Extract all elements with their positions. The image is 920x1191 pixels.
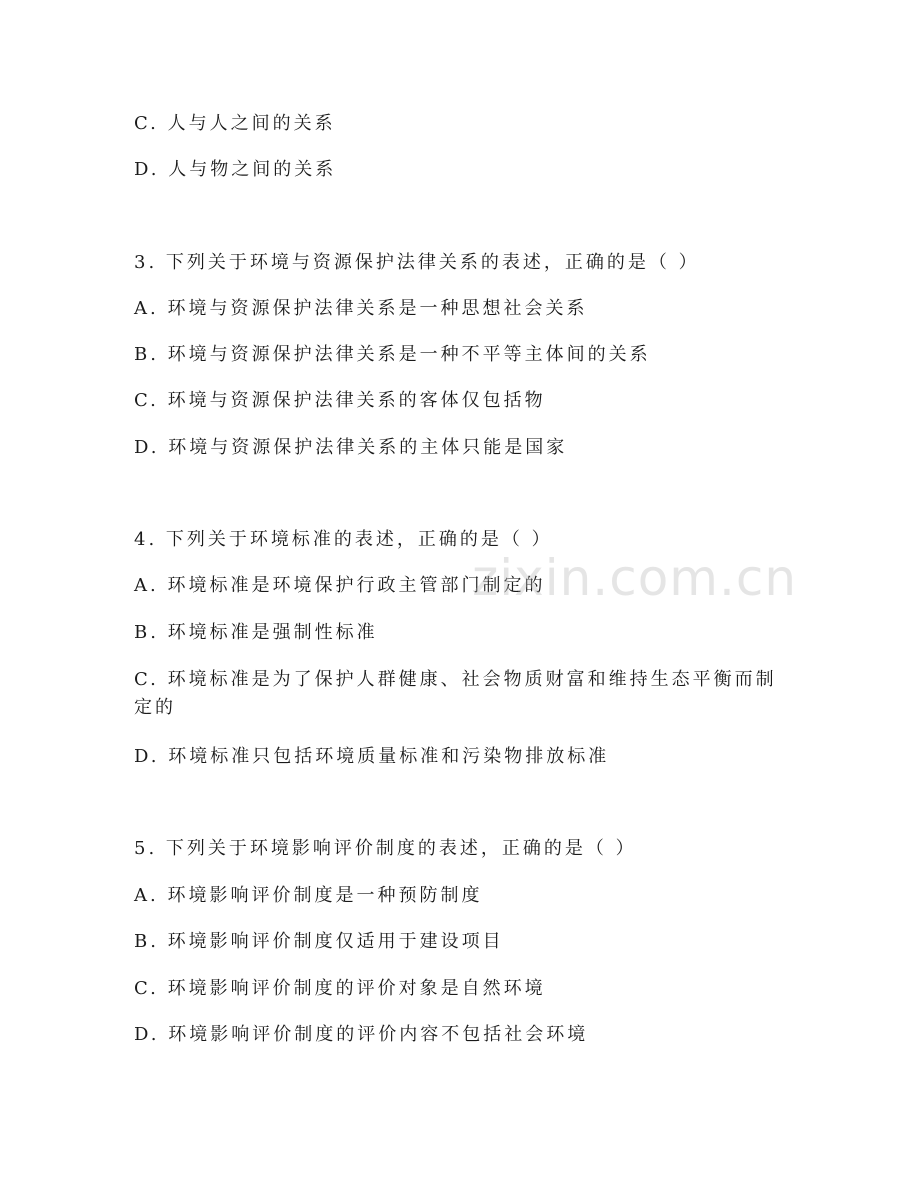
q3-stem: 3. 下列关于环境与资源保护法律关系的表述，正确的是（ ）	[134, 252, 700, 273]
q4-option-b: B. 环境标准是强制性标准	[134, 622, 378, 643]
q3-option-d: D. 环境与资源保护法律关系的主体只能是国家	[134, 437, 568, 458]
q2-option-c: C. 人与人之间的关系	[134, 113, 336, 134]
q5-option-a: A. 环境影响评价制度是一种预防制度	[134, 885, 483, 906]
q3-option-c: C. 环境与资源保护法律关系的客体仅包括物	[134, 390, 546, 411]
q4-option-d: D. 环境标准只包括环境质量标准和污染物排放标准	[134, 746, 610, 767]
q4-option-a: A. 环境标准是环境保护行政主管部门制定的	[134, 575, 546, 596]
watermark: zixin.com.cn	[472, 549, 798, 607]
q3-option-a: A. 环境与资源保护法律关系是一种思想社会关系	[134, 298, 588, 319]
q5-stem: 5. 下列关于环境影响评价制度的表述，正确的是（ ）	[134, 838, 637, 859]
q2-option-d: D. 人与物之间的关系	[134, 159, 337, 180]
q3-option-b: B. 环境与资源保护法律关系是一种不平等主体间的关系	[134, 344, 651, 365]
q4-stem: 4. 下列关于环境标准的表述，正确的是（ ）	[134, 529, 553, 550]
q5-option-c: C. 环境影响评价制度的评价对象是自然环境	[134, 978, 546, 999]
q5-option-b: B. 环境影响评价制度仅适用于建设项目	[134, 931, 504, 952]
q5-option-d: D. 环境影响评价制度的评价内容不包括社会环境	[134, 1024, 589, 1045]
q4-option-c: C. 环境标准是为了保护人群健康、社会物质财富和维持生态平衡而制定的	[134, 669, 777, 718]
